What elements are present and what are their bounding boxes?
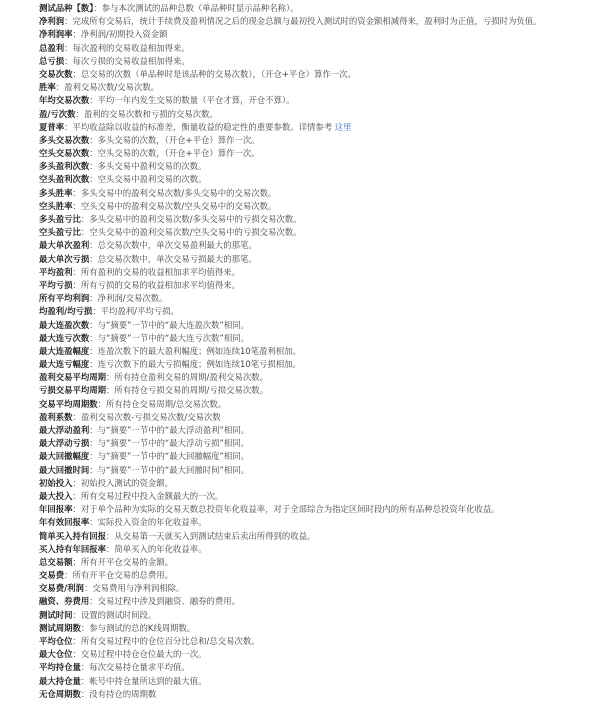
glossary-definition: ：与“摘要”一节中的“最大浮动盈利”相同。 (89, 425, 249, 435)
glossary-definition: ：所有持仓盈利交易的周期/盈利交易次数。 (106, 372, 268, 383)
glossary-entry (39, 398, 597, 411)
glossary-term: 空头交易次数 (39, 148, 90, 159)
glossary-entry (39, 595, 597, 608)
glossary-term: 最大连盈次数 (39, 319, 90, 330)
glossary-entry (39, 345, 597, 358)
glossary-term: 最大回撤幅度 (39, 451, 90, 462)
glossary-definition: ：所有开平仓交易的总费用。 (64, 570, 173, 581)
glossary-entry (39, 490, 597, 503)
glossary-entry (39, 384, 597, 397)
glossary-term: 空头胜率 (39, 200, 73, 211)
glossary-definition: ：净利润/初期投入资金额 (72, 29, 168, 40)
glossary-entry (39, 543, 597, 556)
glossary-term: 测试时间 (39, 609, 73, 620)
glossary-definition: ：空头交易中的盈利交易次数/空头交易中的交易次数。 (72, 200, 277, 211)
reference-link[interactable]: 这里 (334, 121, 352, 132)
glossary-term: 盈利交易平均周期 (39, 372, 106, 383)
glossary-definition: ：与“摘要”一节中的“最大连盈次数”相同。 (89, 319, 249, 330)
glossary-definition: ：所有交易过程中的仓位百分比总和/总交易次数。 (72, 636, 260, 646)
glossary-definition: ：每次亏损的交易收益相加得来。 (64, 55, 190, 66)
glossary-definition: ：与“摘要”一节中的“最大连亏次数”相同。 (89, 332, 249, 343)
glossary-definition: ：平均盈利/平均亏损。 (92, 306, 179, 317)
glossary-term: 交易费 (39, 570, 65, 581)
glossary-entry (39, 292, 597, 305)
glossary-definition: ：空头交易中盈利交易的次数。 (89, 174, 207, 185)
glossary-term: 均盈利/均亏损 (39, 306, 93, 317)
glossary-term: 平均仓位 (39, 636, 73, 646)
glossary-definition: ：所有开平仓交易的金额。 (72, 556, 173, 567)
glossary-term: 多头交易次数 (39, 134, 90, 145)
glossary-entry (39, 477, 597, 490)
glossary-entry (39, 42, 597, 55)
glossary-definition: ：盈利交易次数/交易次数。 (55, 82, 160, 93)
glossary-entry (39, 371, 597, 384)
glossary-definition: ：平均收益除以收益的标准差，衡量收益的稳定性的重要参数。详情参考 (64, 121, 335, 132)
glossary-entry (39, 28, 597, 41)
glossary-term: 交易次数 (39, 68, 73, 79)
glossary-entry (39, 332, 597, 345)
glossary-entry (39, 530, 597, 543)
glossary-definition: ：与“摘要”一节中的“最大浮动亏损”相同。 (89, 438, 249, 449)
glossary-entry (39, 424, 597, 437)
glossary-definition: ：交易过程中涉及到融资、融券的费用。 (89, 596, 240, 607)
glossary-term: 总交易额 (39, 556, 73, 567)
glossary-entry (39, 450, 597, 463)
glossary-definition: ：设置的测试时间段。 (72, 609, 157, 620)
glossary-term: 盈/亏次数 (39, 108, 76, 119)
glossary-term: 交易平均周期数 (39, 398, 98, 409)
glossary-term: 平均盈利 (39, 266, 73, 277)
glossary-entry (39, 147, 597, 160)
glossary-term: 无仓周期数 (39, 688, 81, 699)
glossary-term: 最大浮动亏损 (39, 438, 90, 449)
glossary-entry (39, 15, 597, 28)
glossary-term: 平均持仓量 (39, 662, 81, 673)
glossary-entry (39, 635, 597, 648)
glossary-term: 盈利系数 (39, 411, 73, 422)
glossary-entry (39, 319, 597, 332)
glossary-definition: ：所有盈利的交易的收益相加求平均值得来。 (72, 266, 240, 277)
glossary-term: 平均亏损 (39, 279, 73, 290)
glossary-entry (39, 173, 597, 186)
glossary-definition: ：连盈次数下的最大盈利幅度；例如连续10笔盈利相加。 (89, 345, 301, 356)
glossary-entry (39, 305, 597, 318)
glossary-term: 最大单次亏损 (39, 253, 90, 264)
glossary-definition: ：参与测试的总的K线周期数。 (80, 622, 196, 633)
glossary-definition: ：每次盈利的交易收益相加得来。 (64, 42, 190, 53)
glossary-term: 年均交易次数 (39, 95, 90, 106)
glossary-term: 最大连亏幅度 (39, 359, 90, 370)
glossary-definition: ：完成所有交易后，统计手续费及盈利情况之后的现金总额与最初投入测试时的资金额相减得来，盈利时为正值，亏损时为负值。 (64, 16, 542, 27)
glossary-entry (39, 55, 597, 68)
glossary-definition: ：与“摘要”一节中的“最大回撤幅度”相同。 (89, 451, 249, 462)
glossary-definition: ：空头交易中的盈利交易次数/空头交易中的亏损交易次数。 (80, 227, 302, 238)
glossary-entry (39, 81, 597, 94)
glossary-definition: ：简单买入的年化收益率。 (106, 543, 207, 554)
glossary-definition: ：对于单个品种为实际的交易天数总投资年化收益率，对于全部综合为指定区间时段内的所有品种总投资年化收益。 (72, 504, 500, 515)
glossary-term: 最大回撤时间 (39, 464, 90, 475)
glossary-definition: ：参与本次测试的品种总数（单品种时显示品种名称）。 (93, 3, 299, 13)
glossary-definition: ：多头交易中的盈利交易次数/多头交易中的交易次数。 (72, 187, 277, 198)
glossary-entry (39, 437, 597, 450)
glossary-definition: ：每次交易持仓量求平均值。 (80, 662, 190, 673)
glossary-definition: ：交易费用与净利润相除。 (83, 583, 185, 594)
glossary-definition: ：从交易第一天就买入到测试结束后卖出所得到的收益。 (106, 530, 316, 541)
glossary-term: 年有效回报率 (39, 517, 90, 528)
glossary-term: 空头盈亏比 (39, 227, 81, 238)
glossary-term: 最大浮动盈利 (39, 425, 90, 435)
glossary-entry (39, 556, 597, 569)
glossary-entry (39, 464, 597, 477)
glossary-definition: ：总交易次数中，单次交易盈利最大的那笔。 (89, 240, 257, 251)
glossary-term: 初始投入 (39, 477, 73, 488)
glossary-entry (39, 266, 597, 279)
glossary-entry (39, 516, 597, 529)
glossary-entry (39, 134, 597, 147)
glossary-entry (39, 582, 597, 595)
glossary-definition: ：总交易次数中，单次交易亏损最大的那笔。 (89, 253, 257, 264)
glossary-definition: ：盈利交易次数-亏损交易次数/交易次数 (72, 411, 221, 422)
glossary-term: 多头胜率 (39, 187, 73, 198)
glossary-definition: ：所有交易过程中投入金额最大的一次。 (72, 490, 224, 501)
glossary-definition: ：初始投入测试的资金额。 (72, 477, 173, 488)
glossary-term: 融资、券费用 (39, 596, 90, 607)
glossary-term: 年回报率 (39, 504, 73, 515)
glossary-entry (39, 108, 597, 121)
glossary-entry (39, 358, 597, 371)
glossary-entry (39, 187, 597, 200)
glossary-definition: ：交易过程中持仓仓位最大的一次。 (72, 649, 207, 660)
glossary-entry (39, 68, 597, 81)
glossary-entry (39, 661, 597, 674)
glossary-entry (39, 239, 597, 252)
glossary-definition: ：空头交易的次数，（开仓+平仓）算作一次。 (89, 148, 260, 159)
glossary-term: 净利润率 (39, 29, 73, 40)
glossary-entry (39, 411, 597, 424)
glossary-entry (39, 609, 597, 622)
glossary-entry (39, 200, 597, 213)
glossary-definition: ：所有亏损的交易的收益相加求平均值得来。 (72, 279, 240, 290)
glossary-entry (39, 94, 597, 107)
glossary-definition: ：所有持仓亏损交易的周期/亏损交易次数。 (106, 385, 268, 396)
glossary-entry (39, 569, 597, 582)
glossary-entry (39, 226, 597, 239)
glossary-definition: ：平均一年内发生交易的数量（平仓才算，开仓不算）。 (89, 95, 295, 106)
glossary-definition: ：多头交易中盈利交易的次数。 (89, 161, 207, 172)
glossary-entry (39, 688, 597, 701)
glossary-definition: ：盈利的交易次数和亏损的交易次数。 (75, 108, 218, 119)
glossary-term: 买入持有年回报率 (39, 543, 106, 554)
glossary-term: 测试周期数 (39, 622, 81, 633)
glossary-term: 所有平均利润 (39, 293, 90, 304)
glossary-term: 测试品种【数】 (39, 3, 94, 13)
glossary-entry (39, 2, 597, 15)
glossary-definition: ：没有持仓的周期数 (80, 688, 157, 699)
glossary-term: 空头盈利次数 (39, 174, 90, 185)
glossary-definition: ：净利润/交易次数。 (89, 293, 168, 304)
glossary-term: 最大持仓量 (39, 675, 81, 686)
glossary-term: 多头盈亏比 (39, 214, 81, 224)
glossary-term: 胜率 (39, 82, 56, 93)
glossary-entry (39, 253, 597, 266)
glossary-definition: ：总交易的次数（单品种时是该品种的交易次数），（开仓+平仓）算作一次。 (72, 68, 356, 79)
glossary-definition: ：多头交易中的盈利交易次数/多头交易中的亏损交易次数。 (80, 214, 302, 224)
glossary-term: 交易费/利润 (39, 583, 84, 594)
glossary-term: 最大连盈幅度 (39, 345, 90, 356)
glossary-term: 多头盈利次数 (39, 161, 90, 172)
glossary-term: 最大单次盈利 (39, 240, 90, 251)
glossary-term: 总盈利 (39, 42, 65, 53)
glossary-term: 夏普率 (39, 121, 65, 132)
glossary-definition: ：帐号中持仓量所达到的最大值。 (80, 675, 207, 686)
glossary-definition: ：连亏次数下的最大亏损幅度；例如连续10笔亏损相加。 (89, 359, 301, 370)
glossary-term: 净利润 (39, 16, 65, 27)
glossary-entry (39, 622, 597, 635)
glossary-definition: ：与“摘要”一节中的“最大回撤时间”相同。 (89, 464, 249, 475)
glossary-term: 亏损交易平均周期 (39, 385, 106, 396)
glossary-term: 总亏损 (39, 55, 65, 66)
glossary-term: 最大投入 (39, 490, 73, 501)
glossary-entry (39, 279, 597, 292)
glossary-definition: ：实际投入资金的年化收益率。 (89, 517, 207, 528)
glossary-entry (39, 160, 597, 173)
glossary-entry (39, 648, 597, 661)
glossary-term: 最大仓位 (39, 649, 73, 660)
glossary-term: 简单买入持有回报 (39, 530, 106, 541)
glossary-entry (39, 213, 597, 226)
glossary-definition: ：所有持仓交易周期/总交易次数。 (97, 398, 227, 409)
glossary-entry (39, 121, 597, 134)
glossary-entry (39, 675, 597, 688)
glossary-definition: ：多头交易的次数，（开仓+平仓）算作一次。 (89, 134, 260, 145)
glossary-entry (39, 503, 597, 516)
glossary-term: 最大连亏次数 (39, 332, 90, 343)
